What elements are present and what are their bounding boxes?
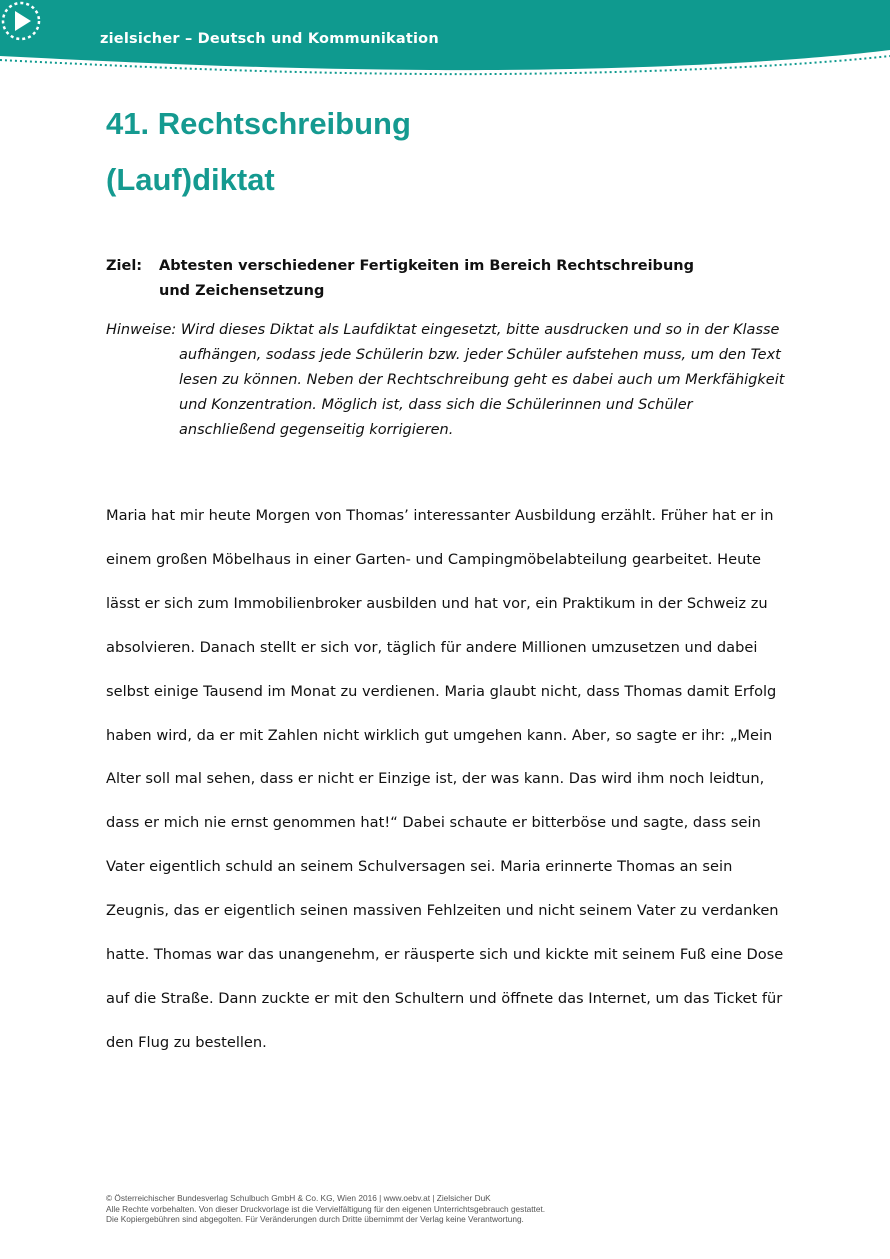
notes-first-text: Wird dieses Diktat als Laufdiktat eingesetzt, bitte ausdrucken und so in der Klasse bbox=[180, 322, 780, 338]
footer-line-1: © Österreichischer Bundesverlag Schulbuch GmbH & Co. KG, Wien 2016 | www.oebv.at | Zielsicher DuK bbox=[106, 1193, 491, 1203]
page-title-number: 41. Rechtschreibung bbox=[106, 106, 411, 141]
goal-text: Abtesten verschiedener Fertigkeiten im Bereich Rechtschreibung und Zeichensetzung bbox=[159, 258, 694, 299]
header-banner bbox=[0, 0, 890, 80]
page-title-subtitle: (Lauf)diktat bbox=[106, 162, 275, 197]
footer-line-2: Alle Rechte vorbehalten. Von dieser Druckvorlage ist die Vervielfältigung für den eigenen Unterrichtsgebrauch gestattet. bbox=[106, 1203, 546, 1214]
goal-section bbox=[106, 254, 796, 304]
brand-title: zielsicher – Deutsch und Kommunikation bbox=[100, 31, 439, 47]
notes-label: Hinweise: bbox=[106, 322, 177, 338]
notes-text: aufhängen, sodass jede Schülerin bzw. jeder Schüler aufstehen muss, um den Text lesen zu können. Neben der Rechtschreibung geht es dabei auch um Merkfähigkeit und Konzentration. Möglich ist, dass sich die Schülerinnen und Schüler anschließend gegenseitig korrigieren. bbox=[179, 347, 785, 438]
dictation-text: Maria hat mir heute Morgen von Thomas’ interessanter Ausbildung erzählt. Früher hat er in einem großen Möbelhaus in einer Garten- und Campingmöbelabteilung gearbeitet. Heute lässt er sich zum Immobilienbroker ausbilden und hat vor, ein Praktikum in der Schweiz zu absolvieren. Danach stellt er sich vor, täglich für andere Millionen umzusetzen und dabei selbst einige Tausend im Monat zu verdienen. Maria glaubt nicht, dass Thomas damit Erfolg haben wird, da er mit Zahlen nicht wirklich gut umgehen kann. Aber, so sagte er ihr: „Mein Alter soll mal sehen, dass er nicht er Einzige ist, der was kann. Das wird ihm noch leidtun, dass er mich nie ernst genommen hat!“ Dabei schaute er bitterböse und sagte, dass sein Vater eigentlich schuld an seinem Schulversagen sei. Maria erinnerte Thomas an sein Zeugnis, das er eigentlich seinen massiven Fehlzeiten und nicht seinem Vater zu verdanken hatte. Thomas war das unangenehm, er räusperte sich und kickte mit seinem Fuß eine Dose auf die Straße. Dann zuckte er mit den Schultern und öffnete das Internet, um das Ticket für den Flug zu bestellen. bbox=[106, 507, 784, 1051]
copyright-footer bbox=[106, 1193, 806, 1225]
goal-label: Ziel: bbox=[106, 258, 143, 274]
play-icon bbox=[0, 0, 42, 42]
footer-line-3: Die Kopiergebühren sind abgegolten. Für Veränderungen durch Dritte übernimmt der Verlag keine Verantwortung. bbox=[106, 1214, 524, 1224]
notes-section bbox=[106, 318, 796, 443]
notes-first-line bbox=[106, 318, 796, 343]
